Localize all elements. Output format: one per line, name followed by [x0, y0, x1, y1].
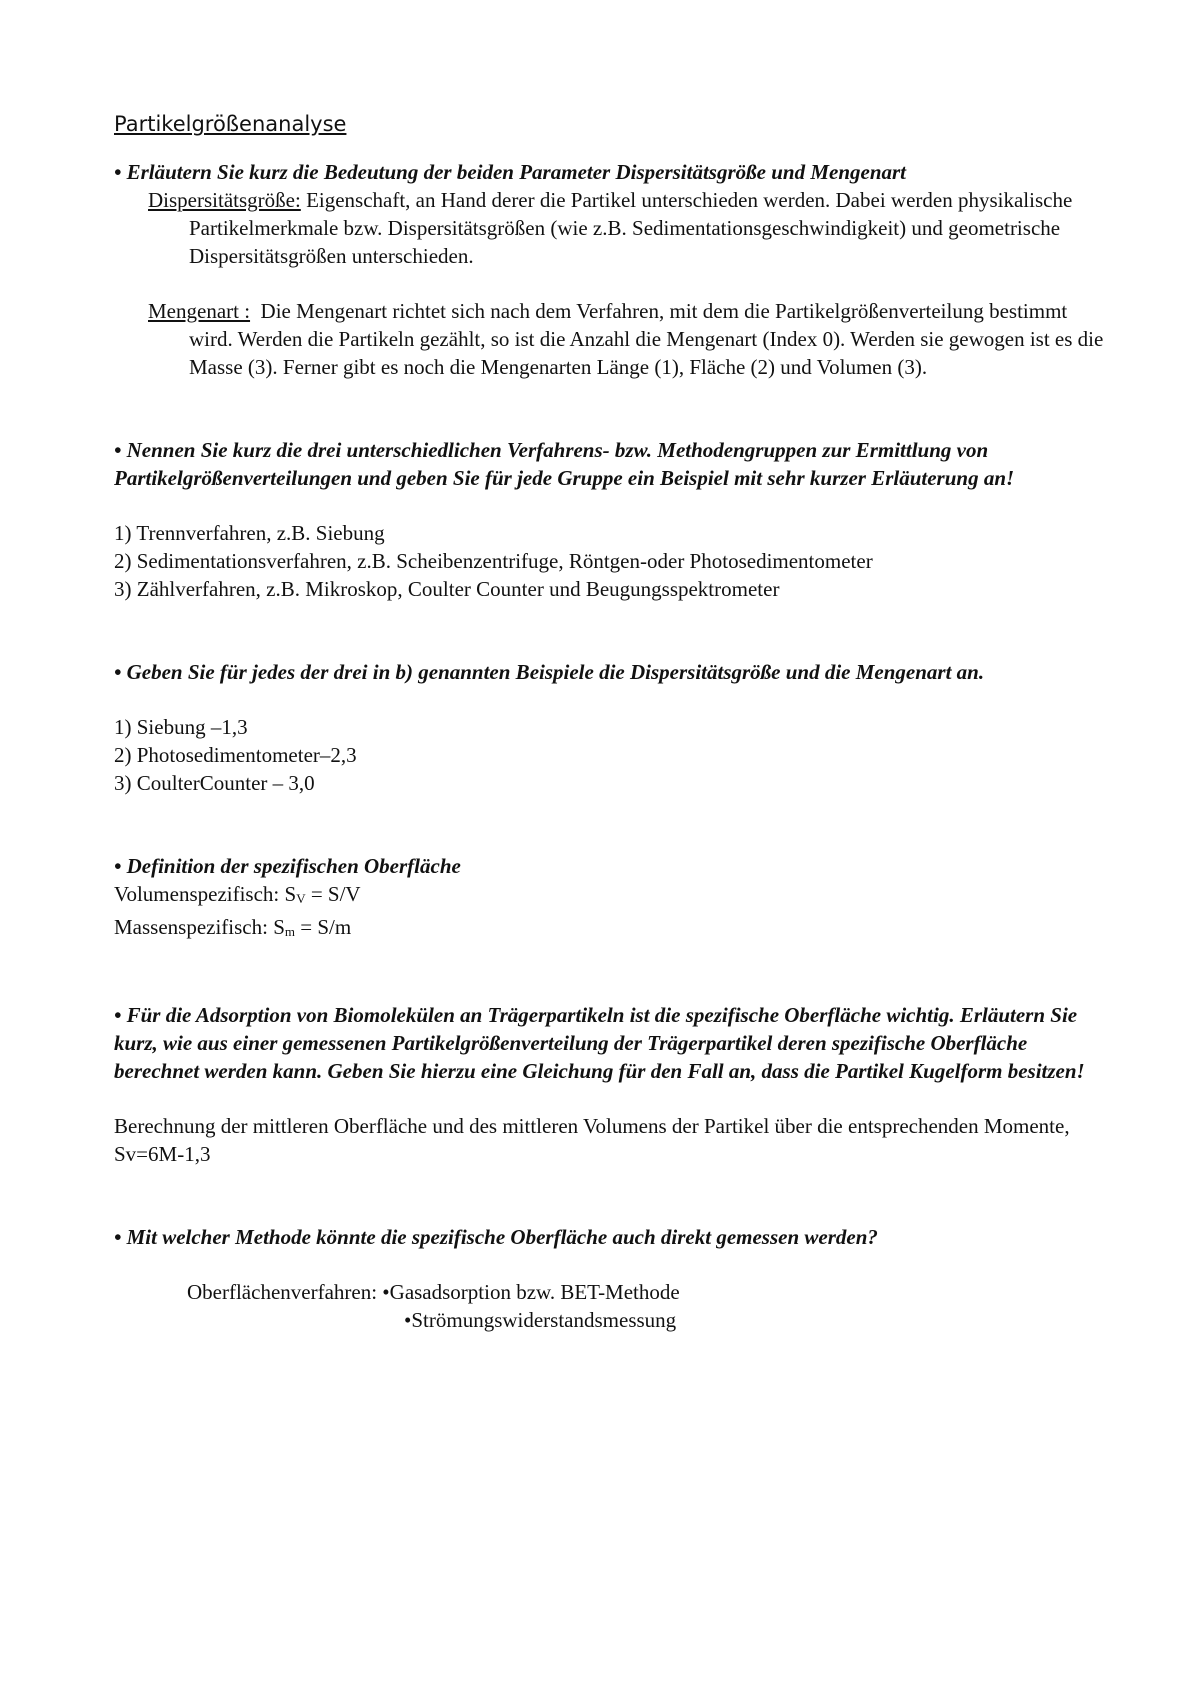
q3-answer-3: 3) CoulterCounter – 3,0	[114, 771, 315, 795]
q6-answer-line-1: Oberflächenverfahren: •Gasadsorption bzw. BET-Methode	[187, 1280, 680, 1304]
volume-subscript: V	[296, 891, 306, 906]
q2-answer-1: 1) Trennverfahren, z.B. Siebung	[114, 521, 385, 545]
q5-answer: Berechnung der mittleren Oberfläche und des mittleren Volumens der Partikel über die entsprechenden Momente,	[114, 1114, 1070, 1138]
question-3: • Geben Sie für jedes der drei in b) genannten Beispiele die Dispersitätsgröße und die Mengenart an.	[114, 660, 985, 684]
question-4: • Definition der spezifischen Oberfläche	[114, 854, 461, 878]
mass-subscript: m	[284, 924, 296, 939]
dispersity-label: Dispersitätsgröße:	[148, 188, 301, 212]
document-page	[114, 110, 1114, 1334]
quantity-definition	[114, 297, 1114, 381]
question-5: • Für die Adsorption von Biomolekülen an Trägerpartikeln ist die spezifische Oberfläche wichtig. Erläutern Sie kurz, wie aus einer gemessenen Partikelgrößenverteilung der Trägerpartikel deren spezifische Oberfläche berechnet werden kann. Geben Sie hierzu eine Gleichung für den Fall an, dass die Partikel Kugelform besitzen!	[114, 1003, 1085, 1083]
mass-specific-prefix: Massenspezifisch: S	[114, 915, 285, 939]
mass-specific-suffix: = S/m	[295, 915, 352, 939]
volume-specific-prefix: Volumenspezifisch: S	[114, 882, 297, 906]
q5-formula: Sv=6M-1,3	[114, 1142, 211, 1166]
q2-answer-3: 3) Zählverfahren, z.B. Mikroskop, Coulter Counter und Beugungsspektrometer	[114, 577, 780, 601]
volume-specific-suffix: = S/V	[305, 882, 361, 906]
quantity-text: Die Mengenart richtet sich nach dem Verfahren, mit dem die Partikelgrößenverteilung bestimmt wird. Werden die Partikeln gezählt, so ist die Anzahl die Mengenart (Index 0). Werden sie gewogen ist es die Masse (3). Ferner gibt es noch die Mengenarten Länge (1), Fläche (2) und Volumen (3).	[189, 299, 1109, 379]
question-1: • Erläutern Sie kurz die Bedeutung der beiden Parameter Dispersitätsgröße und Mengenart	[114, 160, 907, 184]
volume-specific	[114, 880, 1114, 913]
mass-specific	[114, 913, 1114, 946]
q3-answer-2: 2) Photosedimentometer–2,3	[114, 743, 357, 767]
q2-answer-2: 2) Sedimentationsverfahren, z.B. Scheibenzentrifuge, Röntgen-oder Photosedimentometer	[114, 549, 873, 573]
quantity-label: Mengenart :	[148, 299, 251, 323]
document-title: Partikelgrößenanalyse	[114, 112, 347, 136]
question-2: • Nennen Sie kurz die drei unterschiedlichen Verfahrens- bzw. Methodengruppen zur Ermittlung von Partikelgrößenverteilungen und geben Sie für jede Gruppe ein Beispiel mit sehr kurzer Erläuterung an!	[114, 438, 1015, 490]
q3-answer-1: 1) Siebung –1,3	[114, 715, 248, 739]
q6-answer-line-2: •Strömungswiderstandsmessung	[404, 1308, 677, 1332]
question-6: • Mit welcher Methode könnte die spezifische Oberfläche auch direkt gemessen werden?	[114, 1225, 878, 1249]
dispersity-definition	[114, 186, 1114, 270]
dispersity-text: Eigenschaft, an Hand derer die Partikel unterschieden werden. Dabei werden physikalische Partikelmerkmale bzw. Dispersitätsgrößen (wie z.B. Sedimentationsgeschwindigkeit) und geometrische Dispersitätsgrößen unterschieden.	[189, 188, 1073, 268]
